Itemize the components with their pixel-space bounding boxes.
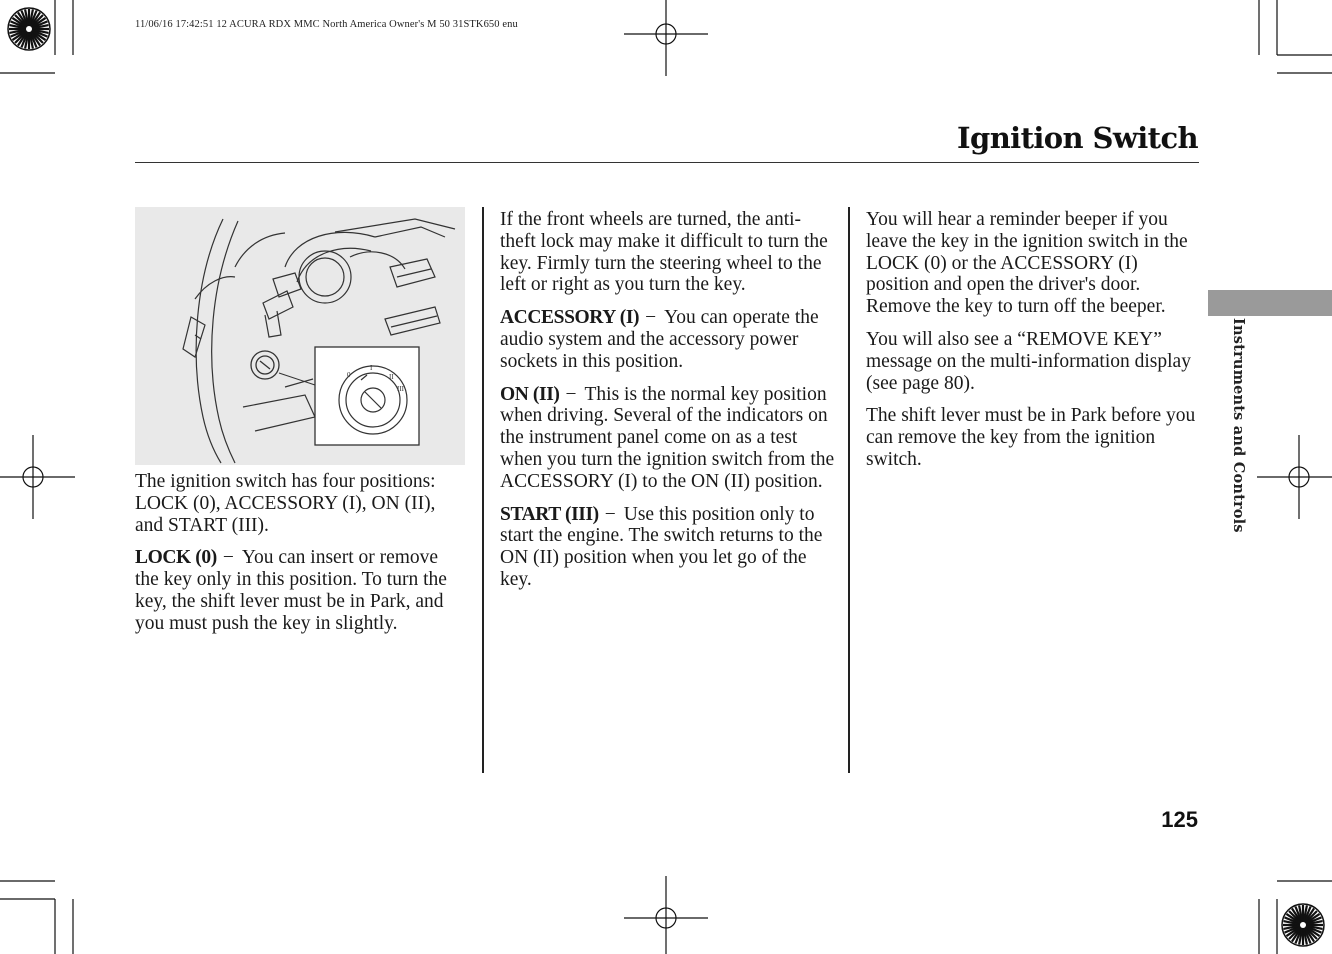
title-rule — [135, 162, 1199, 163]
remove-key-paragraph: You will also see a “REMOVE KEY” message on the multi-information display (see page 80). — [866, 328, 1191, 394]
anti-theft-paragraph: If the front wheels are turned, the anti-theft lock may make it difficult to turn the key. Firmly turn the steering wheel to the left or right as you turn the key. — [500, 209, 828, 296]
dial-label-0: 0 — [347, 371, 351, 379]
dashboard-drawing — [135, 207, 465, 465]
column-1 — [135, 471, 465, 646]
on-text: This is the normal key position when driving. Several of the indicators on the instrument panel come on as a test when you turn the ignition switch from the ACCESSORY (I) to the ON (II) position. — [500, 383, 835, 492]
on-dash: − — [565, 383, 577, 405]
dial-label-1: I — [370, 364, 373, 372]
on-term: ON (II) — [500, 383, 560, 405]
start-paragraph — [500, 504, 836, 591]
accessory-term: ACCESSORY (I) — [500, 307, 640, 329]
lock-term: LOCK (0) — [135, 547, 217, 569]
lock-text: You can insert or remove the key only in this position. To turn the key, the shift lever must be in Park, and you must push the key in slightly. — [135, 547, 447, 634]
section-tab-label: Instruments and Controls — [1230, 318, 1247, 533]
on-paragraph — [500, 384, 836, 493]
page-title: Ignition Switch — [957, 121, 1198, 155]
column-3 — [866, 209, 1196, 482]
dial-label-3: III — [397, 385, 404, 393]
accessory-dash: − — [645, 307, 657, 329]
intro-paragraph: The ignition switch has four positions: LOCK (0), ACCESSORY (I), ON (II), and START (III). — [135, 471, 436, 536]
page-number: 125 — [1161, 807, 1198, 832]
print-job-header: 11/06/16 17:42:51 12 ACURA RDX MMC North America Owner's M 50 31STK650 enu — [135, 19, 518, 30]
beeper-paragraph: You will hear a reminder beeper if you leave the key in the ignition switch in the LOCK (0) or the ACCESSORY (I) position and open the driver's door. Remove the key to turn off the beeper. — [866, 209, 1188, 318]
accessory-paragraph — [500, 307, 836, 372]
lock-dash: − — [222, 547, 234, 569]
start-text: Use this position only to start the engine. The switch returns to the ON (II) position when you let go of the key. — [500, 503, 823, 590]
accessory-text: You can operate the audio system and the accessory power sockets in this position. — [500, 307, 819, 372]
start-dash: − — [604, 503, 616, 525]
start-term: START (III) — [500, 503, 599, 525]
dial-label-2: II — [389, 373, 394, 381]
column-2 — [500, 209, 836, 602]
lock-paragraph — [135, 547, 465, 634]
shift-lever-paragraph: The shift lever must be in Park before you can remove the key from the ignition switch. — [866, 405, 1196, 470]
column-divider-1 — [482, 207, 484, 773]
ignition-switch-illustration — [135, 207, 465, 465]
column-divider-2 — [848, 207, 850, 773]
section-tab — [1208, 290, 1332, 316]
